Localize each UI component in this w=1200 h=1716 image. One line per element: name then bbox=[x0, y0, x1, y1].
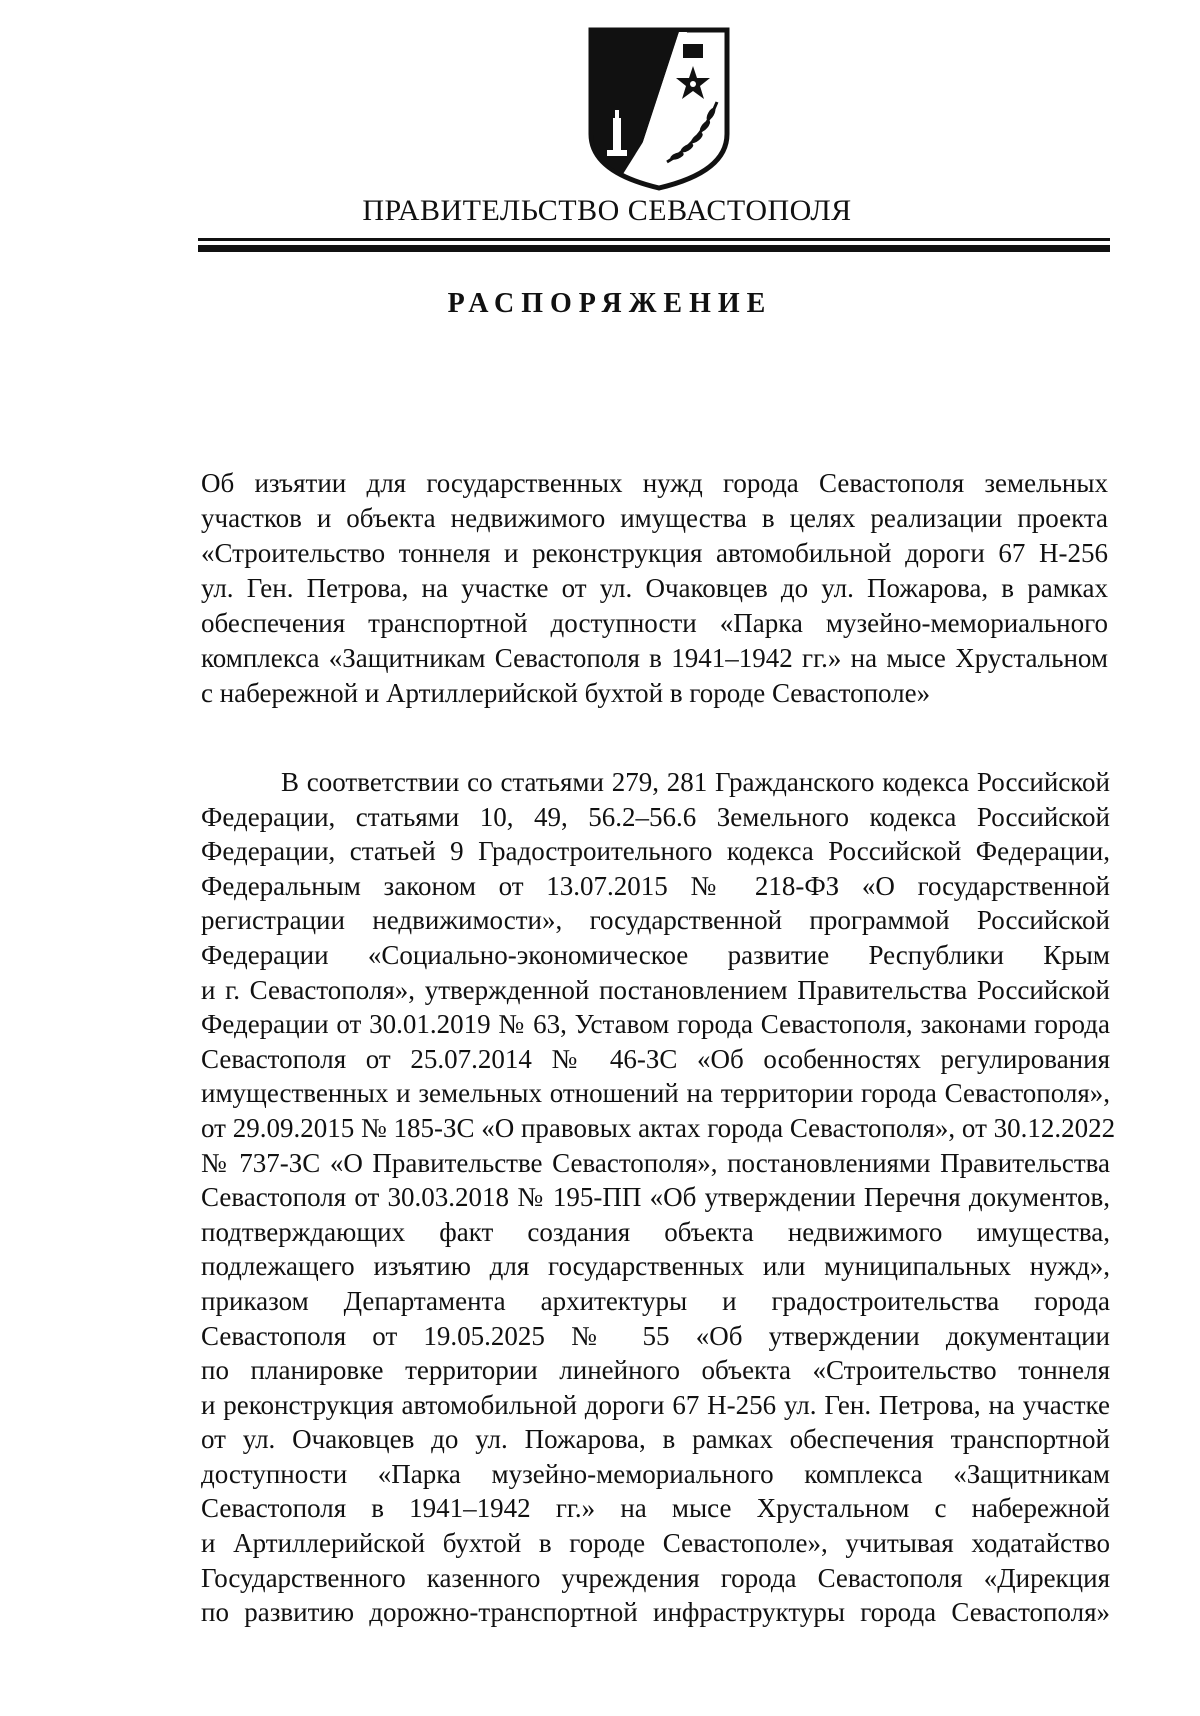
subject-line: «Строительство тоннеля и реконструкция автомобильной дороги 67 Н-256 bbox=[201, 538, 1108, 568]
body-line: регистрации недвижимости», государственной программой Российской bbox=[201, 905, 1110, 936]
body-line: имущественных и земельных отношений на территории города Севастополя», bbox=[201, 1078, 1110, 1109]
document-type-title: РАСПОРЯЖЕНИЕ bbox=[447, 288, 773, 319]
body-line: Федерации, статьей 9 Градостроительного кодекса Российской Федерации, bbox=[201, 836, 1110, 867]
subject-line: обеспечения транспортной доступности «Парка музейно-мемориального bbox=[201, 608, 1108, 638]
body-line: Федерации «Социально-экономическое развитие Республики Крым bbox=[201, 939, 1110, 970]
body-line: по планировке территории линейного объекта «Строительство тоннеля bbox=[201, 1355, 1110, 1386]
government-name: ПРАВИТЕЛЬСТВО СЕВАСТОПОЛЯ bbox=[362, 194, 852, 227]
body-line: приказом Департамента архитектуры и градостроительства города bbox=[201, 1285, 1110, 1316]
body-line: Федерации от 30.01.2019 № 63, Уставом города Севастополя, законами города bbox=[201, 1009, 1110, 1040]
body-line: по развитию дорожно-транспортной инфраструктуры города Севастополя» bbox=[201, 1597, 1110, 1628]
sevastopol-coat-of-arms-icon bbox=[583, 22, 735, 194]
body-line: Государственного казенного учреждения города Севастополя «Дирекция bbox=[201, 1562, 1110, 1593]
body-line: Севастополя от 30.03.2018 № 195-ПП «Об утверждении Перечня документов, bbox=[201, 1182, 1110, 1213]
body-line: и Артиллерийской бухтой в городе Севастополе», учитывая ходатайство bbox=[201, 1528, 1110, 1559]
body-line: Севастополя в 1941–1942 гг.» на мысе Хрустальном с набережной bbox=[201, 1493, 1110, 1524]
body-line: Севастополя от 19.05.2025 № 55 «Об утверждении документации bbox=[201, 1320, 1110, 1351]
subject-line: ул. Ген. Петрова, на участке от ул. Очаковцев до ул. Пожарова, в рамках bbox=[201, 573, 1108, 603]
body-line: Федерации, статьями 10, 49, 56.2–56.6 Земельного кодекса Российской bbox=[201, 801, 1110, 832]
body-line: от ул. Очаковцев до ул. Пожарова, в рамках обеспечения транспортной bbox=[201, 1424, 1110, 1455]
body-line: подлежащего изъятию для государственных или муниципальных нужд», bbox=[201, 1251, 1110, 1282]
body-line: и г. Севастополя», утвержденной постановлением Правительства Российской bbox=[201, 974, 1110, 1005]
subject-line: комплекса «Защитникам Севастополя в 1941–1942 гг.» на мысе Хрустальном bbox=[201, 643, 1108, 673]
header-divider-thick bbox=[198, 245, 1110, 252]
body-line: от 29.09.2015 № 185-ЗС «О правовых актах города Севастополя», от 30.12.2022 bbox=[201, 1112, 1116, 1143]
document-body bbox=[201, 765, 1116, 1630]
body-line: Севастополя от 25.07.2014 № 46-ЗС «Об особенностях регулирования bbox=[201, 1043, 1110, 1074]
header-divider-thin bbox=[198, 238, 1110, 241]
subject-line: с набережной и Артиллерийской бухтой в городе Севастополе» bbox=[201, 678, 931, 708]
body-line: В соответствии со статьями 279, 281 Гражданского кодекса Российской bbox=[281, 767, 1110, 797]
subject-line: участков и объекта недвижимого имущества в целях реализации проекта bbox=[201, 503, 1108, 533]
document-subject bbox=[201, 466, 1108, 711]
body-line: подтверждающих факт создания объекта недвижимого имущества, bbox=[201, 1216, 1110, 1247]
subject-line: Об изъятии для государственных нужд города Севастополя земельных bbox=[201, 468, 1108, 498]
body-line: и реконструкция автомобильной дороги 67 Н-256 ул. Ген. Петрова, на участке bbox=[201, 1389, 1110, 1420]
body-line: № 737-ЗС «О Правительстве Севастополя», постановлениями Правительства bbox=[201, 1147, 1110, 1178]
body-line: доступности «Парка музейно-мемориального комплекса «Защитникам bbox=[201, 1458, 1110, 1489]
body-line: Федеральным законом от 13.07.2015 № 218-ФЗ «О государственной bbox=[201, 870, 1110, 901]
